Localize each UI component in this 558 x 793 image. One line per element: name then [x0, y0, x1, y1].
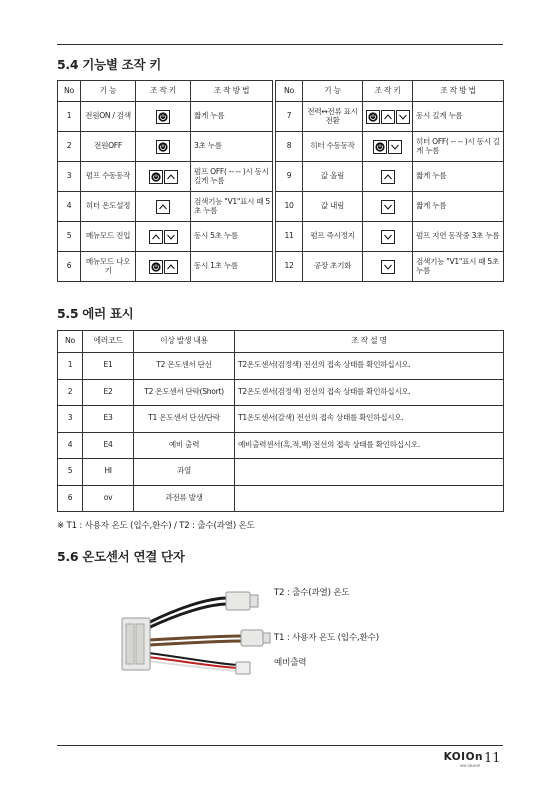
col-header-function-2: 기 능 — [303, 81, 363, 102]
err-header-code: 에러코드 — [83, 331, 134, 353]
up-key-icon — [164, 260, 178, 274]
row-no: 3 — [58, 162, 81, 192]
row-no-2: 11 — [276, 222, 303, 252]
power-key-icon — [149, 170, 163, 184]
error-description: T2온도센서(검정색) 전선의 접속 상태를 확인하십시오. — [235, 379, 504, 406]
up-key-icon — [156, 200, 170, 214]
col-header-no-2: No — [276, 81, 303, 102]
error-description — [235, 485, 504, 512]
error-code: E1 — [83, 353, 134, 380]
col-header-method: 조 작 방 법 — [191, 81, 273, 102]
col-header-key: 조 작 키 — [136, 81, 191, 102]
error-description: T1온도센서(갈색) 전선의 접속 상태를 확인하십시오. — [235, 406, 504, 433]
col-header-no: No — [58, 81, 81, 102]
error-description: 예비출력센서(흑,적,백) 전선의 접속 상태를 확인하십시오. — [235, 432, 504, 459]
error-content: T1 온도센서 단선/단락 — [134, 406, 235, 433]
row-no-2: 8 — [276, 132, 303, 162]
spare-output-label: 예비출력 — [274, 658, 307, 668]
table-row — [58, 379, 504, 406]
error-no: 4 — [58, 432, 83, 459]
row-method-2: 펌프 지연 동작중 3초 누름 — [413, 222, 504, 252]
error-no: 6 — [58, 485, 83, 512]
down-key-icon — [388, 140, 402, 154]
power-key-icon — [156, 140, 170, 154]
row-keys-2 — [363, 222, 413, 252]
page-number: 11 — [484, 751, 501, 766]
down-key-icon — [381, 260, 395, 274]
down-key-icon — [381, 230, 395, 244]
error-content: 과열 — [134, 459, 235, 486]
up-key-icon — [164, 170, 178, 184]
row-function: 메뉴모드 진입 — [81, 222, 136, 252]
row-method: 동시 1초 누름 — [191, 252, 273, 282]
sensor-connector-illustration — [118, 578, 278, 688]
row-function-2: 전력↔전류 표시 전환 — [303, 102, 363, 132]
error-code: ov — [83, 485, 134, 512]
error-no: 5 — [58, 459, 83, 486]
sensor-note: ※ T1 : 사용자 온도 (입수,환수) / T2 : 출수(과열) 온도 — [57, 521, 255, 531]
down-key-icon — [164, 230, 178, 244]
table-row — [58, 485, 504, 512]
row-function: 메뉴모드 나오기 — [81, 252, 136, 282]
up-key-icon — [381, 110, 395, 124]
row-function-2: 펌프 즉시정지 — [303, 222, 363, 252]
error-no: 1 — [58, 353, 83, 380]
brand-subtext: KOI GROUP — [460, 764, 480, 768]
row-no-2: 7 — [276, 102, 303, 132]
row-function-2: 공장 초기화 — [303, 252, 363, 282]
table-row — [58, 406, 504, 433]
row-function-2: 히터 수동동작 — [303, 132, 363, 162]
col-header-function: 기 능 — [81, 81, 136, 102]
error-description: T2온도센서(검정색) 전선의 접속 상태를 확인하십시오. — [235, 353, 504, 380]
power-key-icon — [366, 110, 380, 124]
top-rule — [57, 44, 503, 45]
col-header-key-2: 조 작 키 — [363, 81, 413, 102]
section-title-errors: 5.5 에러 표시 — [57, 306, 134, 321]
function-key-table — [57, 80, 504, 282]
error-no: 3 — [58, 406, 83, 433]
row-keys — [136, 132, 191, 162]
table-row — [58, 132, 504, 162]
err-header-desc: 조 작 설 명 — [235, 331, 504, 353]
row-no-2: 10 — [276, 192, 303, 222]
error-code: E2 — [83, 379, 134, 406]
row-method-2: 짧게 누름 — [413, 192, 504, 222]
row-method: 검색기능 "V1"표시 때 5초 누름 — [191, 192, 273, 222]
row-no: 4 — [58, 192, 81, 222]
row-keys-2 — [363, 192, 413, 222]
up-key-icon — [381, 170, 395, 184]
section-title-keys: 5.4 기능별 조작 키 — [57, 57, 162, 72]
error-content: 예비 출력 — [134, 432, 235, 459]
error-content: 과전류 발생 — [134, 485, 235, 512]
row-no-2: 12 — [276, 252, 303, 282]
bottom-rule — [57, 745, 503, 746]
row-keys-2 — [363, 102, 413, 132]
row-function-2: 값 올림 — [303, 162, 363, 192]
error-code: E3 — [83, 406, 134, 433]
power-key-icon — [156, 110, 170, 124]
row-method: 짧게 누름 — [191, 102, 273, 132]
table-row — [58, 353, 504, 380]
err-header-no: No — [58, 331, 83, 353]
row-method-2: 동시 길게 누름 — [413, 102, 504, 132]
row-no: 2 — [58, 132, 81, 162]
row-method: 동시 5초 누름 — [191, 222, 273, 252]
table-row — [58, 222, 504, 252]
down-key-icon — [396, 110, 410, 124]
table-row — [58, 102, 504, 132]
row-function: 펌프 수동동작 — [81, 162, 136, 192]
error-code: E4 — [83, 432, 134, 459]
col-header-method-2: 조 작 방 법 — [413, 81, 504, 102]
row-no: 5 — [58, 222, 81, 252]
t1-label: T1 : 사용자 온도 (입수,환수) — [274, 633, 379, 643]
row-keys — [136, 162, 191, 192]
row-function: 전원OFF — [81, 132, 136, 162]
err-header-content: 이상 발생 내용 — [134, 331, 235, 353]
row-no: 6 — [58, 252, 81, 282]
t2-label: T2 : 출수(과열) 온도 — [274, 588, 350, 598]
error-content: T2 온도센서 단락(Short) — [134, 379, 235, 406]
section-title-connector: 5.6 온도센서 연결 단자 — [57, 549, 185, 564]
row-function-2: 값 내림 — [303, 192, 363, 222]
error-description — [235, 459, 504, 486]
table-row — [58, 162, 504, 192]
row-keys — [136, 192, 191, 222]
row-keys — [136, 222, 191, 252]
row-method: 3초 누름 — [191, 132, 273, 162]
power-key-icon — [373, 140, 387, 154]
error-no: 2 — [58, 379, 83, 406]
row-keys-2 — [363, 132, 413, 162]
row-method-2: 짧게 누름 — [413, 162, 504, 192]
error-display-table — [57, 330, 504, 512]
down-key-icon — [381, 200, 395, 214]
error-content: T2 온도센서 단선 — [134, 353, 235, 380]
error-code: HI — [83, 459, 134, 486]
table-row — [58, 192, 504, 222]
table-row — [58, 432, 504, 459]
up-key-icon — [149, 230, 163, 244]
row-keys — [136, 102, 191, 132]
row-function: 히터 온도설정 — [81, 192, 136, 222]
power-key-icon — [149, 260, 163, 274]
row-no-2: 9 — [276, 162, 303, 192]
table-row — [58, 459, 504, 486]
table-row — [58, 252, 504, 282]
brand-logo: KOIOn — [443, 751, 483, 763]
row-no: 1 — [58, 102, 81, 132]
row-method: 펌프 OFF( -- -- )시 동시 길게 누름 — [191, 162, 273, 192]
row-keys — [136, 252, 191, 282]
row-method-2: 히터 OFF( -- -- )시 동시 길게 누름 — [413, 132, 504, 162]
row-keys-2 — [363, 252, 413, 282]
row-method-2: 검색기능 "V1"표시 때 5초 누름 — [413, 252, 504, 282]
row-keys-2 — [363, 162, 413, 192]
row-function: 전원ON / 검색 — [81, 102, 136, 132]
